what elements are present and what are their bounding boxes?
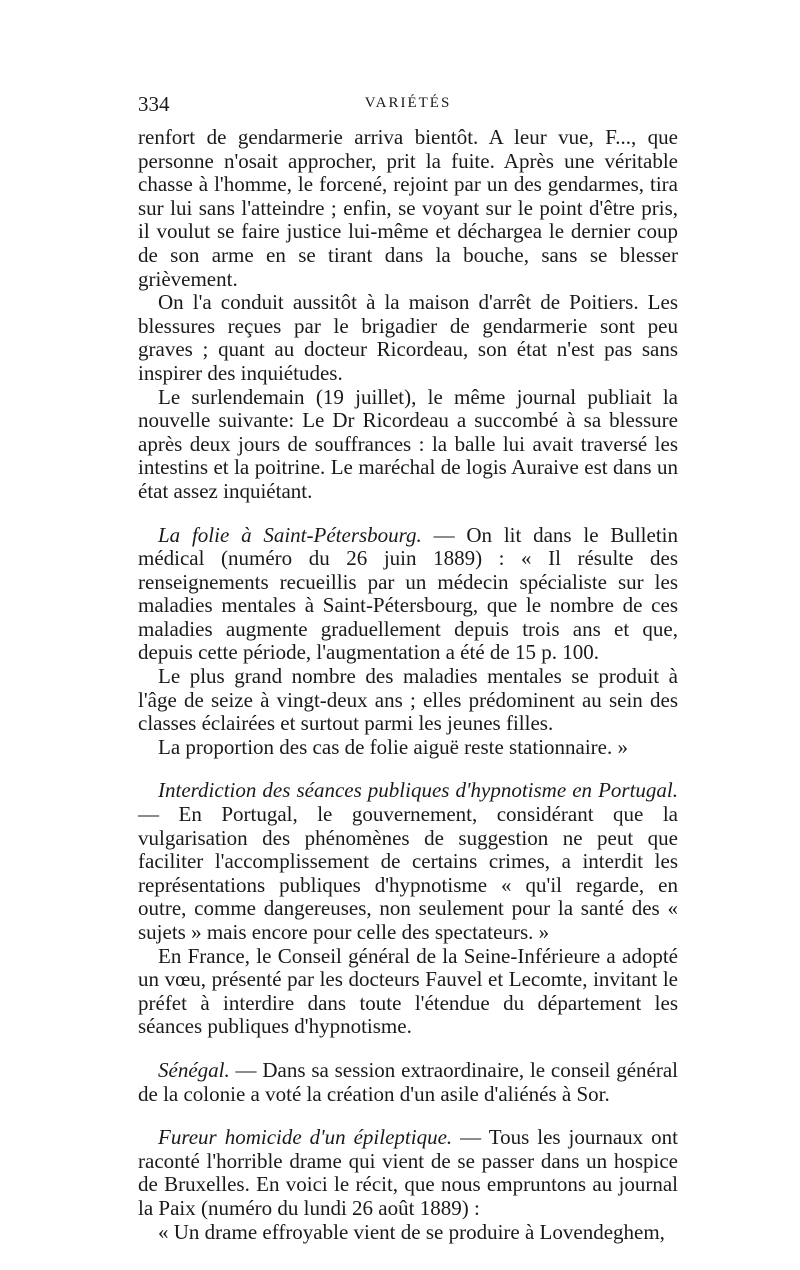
section-paragraph: Fureur homicide d'un épileptique. — Tous les journaux ont raconté l'horrible drame qui vient de se passer dans un hospice de Bruxelles. En voici le récit, que nous empruntons au journal la Paix (numéro du lundi 26 août 1889) : [138,1125,678,1220]
paragraph: Le surlendemain (19 juillet), le même journal publiait la nouvelle suivante: Le Dr Ricordeau a succombé à sa blessure après deux jours de souffrances : la balle lui avait traversé les intestins et la poitrine. Le maréchal de logis Auraive est dans un état assez inquiétant. [138,384,678,503]
paragraph: renfort de gendarmerie arriva bientôt. A leur vue, F..., que personne n'osait approcher, prit la fuite. Après une véritable chasse à l'homme, le forcené, rejoint par un des gendarmes, tira sur lui sans l'atteindre ; enfin, se voyant sur le point d'être pris, il voulut se faire justice lui-même et déchargea le dernier coup de son arme en se tirant dans la bouche, sans se blesser grièvement. [138,125,678,291]
running-head: VARIÉTÉS [364,95,452,111]
page-header [138,92,678,116]
section-paragraph: Interdiction des séances publiques d'hypnotisme en Portugal. — En Portugal, le gouvernement, considérant que la vulgarisation des phénomènes de suggestion ne peut que faciliter l'accomplissement de certains crimes, a interdit les représentations publiques d'hypnotisme « qu'il regarde, en outre, comme dangereuses, non seulement pour la santé des « sujets » mais encore pour celle des spectateurs. » [138,778,678,944]
paragraph: On l'a conduit aussitôt à la maison d'arrêt de Poitiers. Les blessures reçues par le brigadier de gendarmerie sont peu graves ; quant au docteur Ricordeau, son état n'est pas sans inspirer des inquiétudes. [138,290,678,385]
body-text [138,126,678,1244]
section-title: Fureur homicide d'un épileptique. [158,1125,453,1150]
paragraph: « Un drame effroyable vient de se produire à Lovendeghem, [158,1219,665,1244]
paragraph: En France, le Conseil général de la Seine-Inférieure a adopté un vœu, présenté par les docteurs Fauvel et Lecomte, invitant le préfet à interdire dans toute l'étendue du département les séances publiques d'hypnotisme. [138,943,678,1039]
page-number: 334 [138,92,170,116]
paragraph: Le plus grand nombre des maladies mentales se produit à l'âge de seize à vingt-deux ans ; elles prédominent au sein des classes éclairées et surtout parmi les jeunes filles. [138,664,678,736]
section-title: Interdiction des séances publiques d'hypnotisme en Portugal. [158,778,678,803]
section-paragraph: Sénégal. — Dans sa session extraordinaire, le conseil général de la colonie a voté la création d'un asile d'aliénés à Sor. [138,1057,678,1106]
section-title: Sénégal. [158,1057,230,1082]
paragraph: La proportion des cas de folie aiguë reste stationnaire. » [158,734,628,759]
section-paragraph: La folie à Saint-Pétersbourg. — On lit dans le Bulletin médical (numéro du 26 juin 1889) : « Il résulte des renseignements recueillis par un médecin spécialiste sur les maladies mentales à Saint-Pétersbourg, que le nombre de ces maladies augmente graduellement depuis trois ans et que, depuis cette période, l'augmentation a été de 15 p. 100. [138,522,678,665]
section-title: La folie à Saint-Pétersbourg. [158,522,422,547]
